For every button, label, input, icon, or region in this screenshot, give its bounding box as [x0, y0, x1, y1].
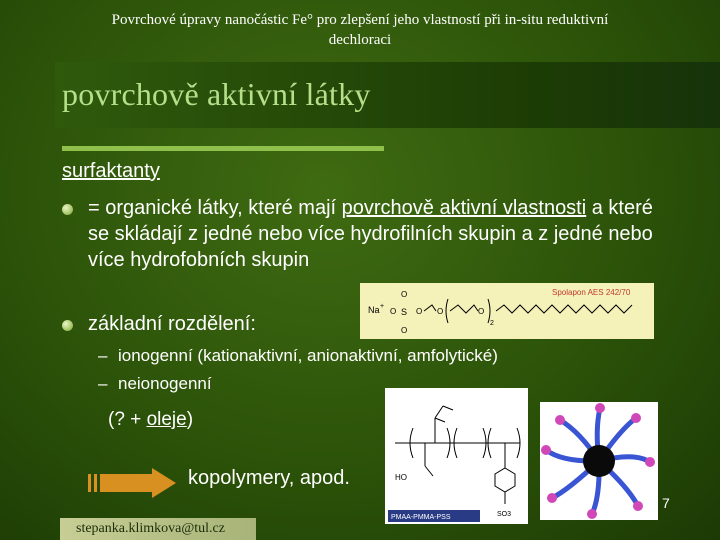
note-prefix: (? + — [108, 409, 147, 430]
sodium-label: Na — [368, 305, 380, 315]
bullet-definition-prefix: = organické látky, které mají — [88, 197, 342, 219]
slide-header — [40, 10, 680, 50]
subitem-ionogenni: – ionogenní (kationaktivní, anionaktivní, amfolytické) — [98, 346, 498, 365]
svg-text:O: O — [416, 307, 423, 316]
micelle-image — [540, 402, 658, 520]
slide-title: povrchově aktivní látky — [62, 76, 371, 112]
svg-text:SO3: SO3 — [497, 511, 512, 518]
header-line-2: dechloraci — [328, 32, 392, 48]
subitem-neionogenni-text: neionogenní — [118, 374, 212, 393]
svg-text:O: O — [401, 326, 408, 335]
svg-text:S: S — [401, 307, 408, 317]
bullet-rozdeleni-text: základní rozdělení: — [88, 313, 256, 335]
note-suffix: ) — [186, 409, 194, 430]
page-number: 7 — [662, 495, 670, 511]
svg-text:O: O — [390, 307, 397, 316]
header-line-1: Povrchové úpravy nanočástic Fe° pro zlepšení jeho vlastností při in-situ reduktivní — [111, 12, 609, 28]
arrow-right-icon — [88, 468, 176, 498]
svg-text:O: O — [478, 307, 485, 316]
copolymer-structure-image — [385, 388, 528, 524]
subitem-ionogenni-text: ionogenní (kationaktivní, anionaktivní, amfolytické) — [118, 346, 498, 365]
note-oleje — [108, 409, 193, 431]
title-underline-rule — [62, 146, 384, 151]
svg-text:2: 2 — [490, 320, 494, 327]
surfactant-structure-image — [360, 283, 654, 339]
link-povrchove-aktivni[interactable]: povrchově aktivní vlastnosti — [341, 197, 587, 219]
footer-email-box — [60, 518, 256, 540]
bullet-definition-rest: a které se skládají z jedné nebo více hydrofilních skupin a z jedné nebo více hydrofobních skupin — [88, 197, 653, 271]
svg-text:O: O — [437, 307, 444, 316]
svg-text:HO: HO — [395, 473, 407, 482]
svg-text:O: O — [401, 290, 408, 299]
heading-surfaktanty: surfaktanty — [62, 160, 160, 182]
subitem-neionogenni: – neionogenní — [98, 374, 212, 393]
kopolymery-text: kopolymery, apod. — [188, 467, 350, 489]
bullet-dot-icon — [62, 204, 73, 215]
bullet-dot-icon — [62, 320, 73, 331]
bullet-definition-text — [88, 195, 678, 273]
copolymer-caption: PMAA-PMMA-PSS — [391, 514, 451, 521]
footer-email: stepanka.klimkova@tul.cz — [76, 521, 225, 536]
spolapon-label: Spolapon AES 242/70 — [552, 288, 631, 297]
link-oleje[interactable]: oleje — [146, 409, 187, 430]
svg-text:+: + — [380, 303, 385, 310]
